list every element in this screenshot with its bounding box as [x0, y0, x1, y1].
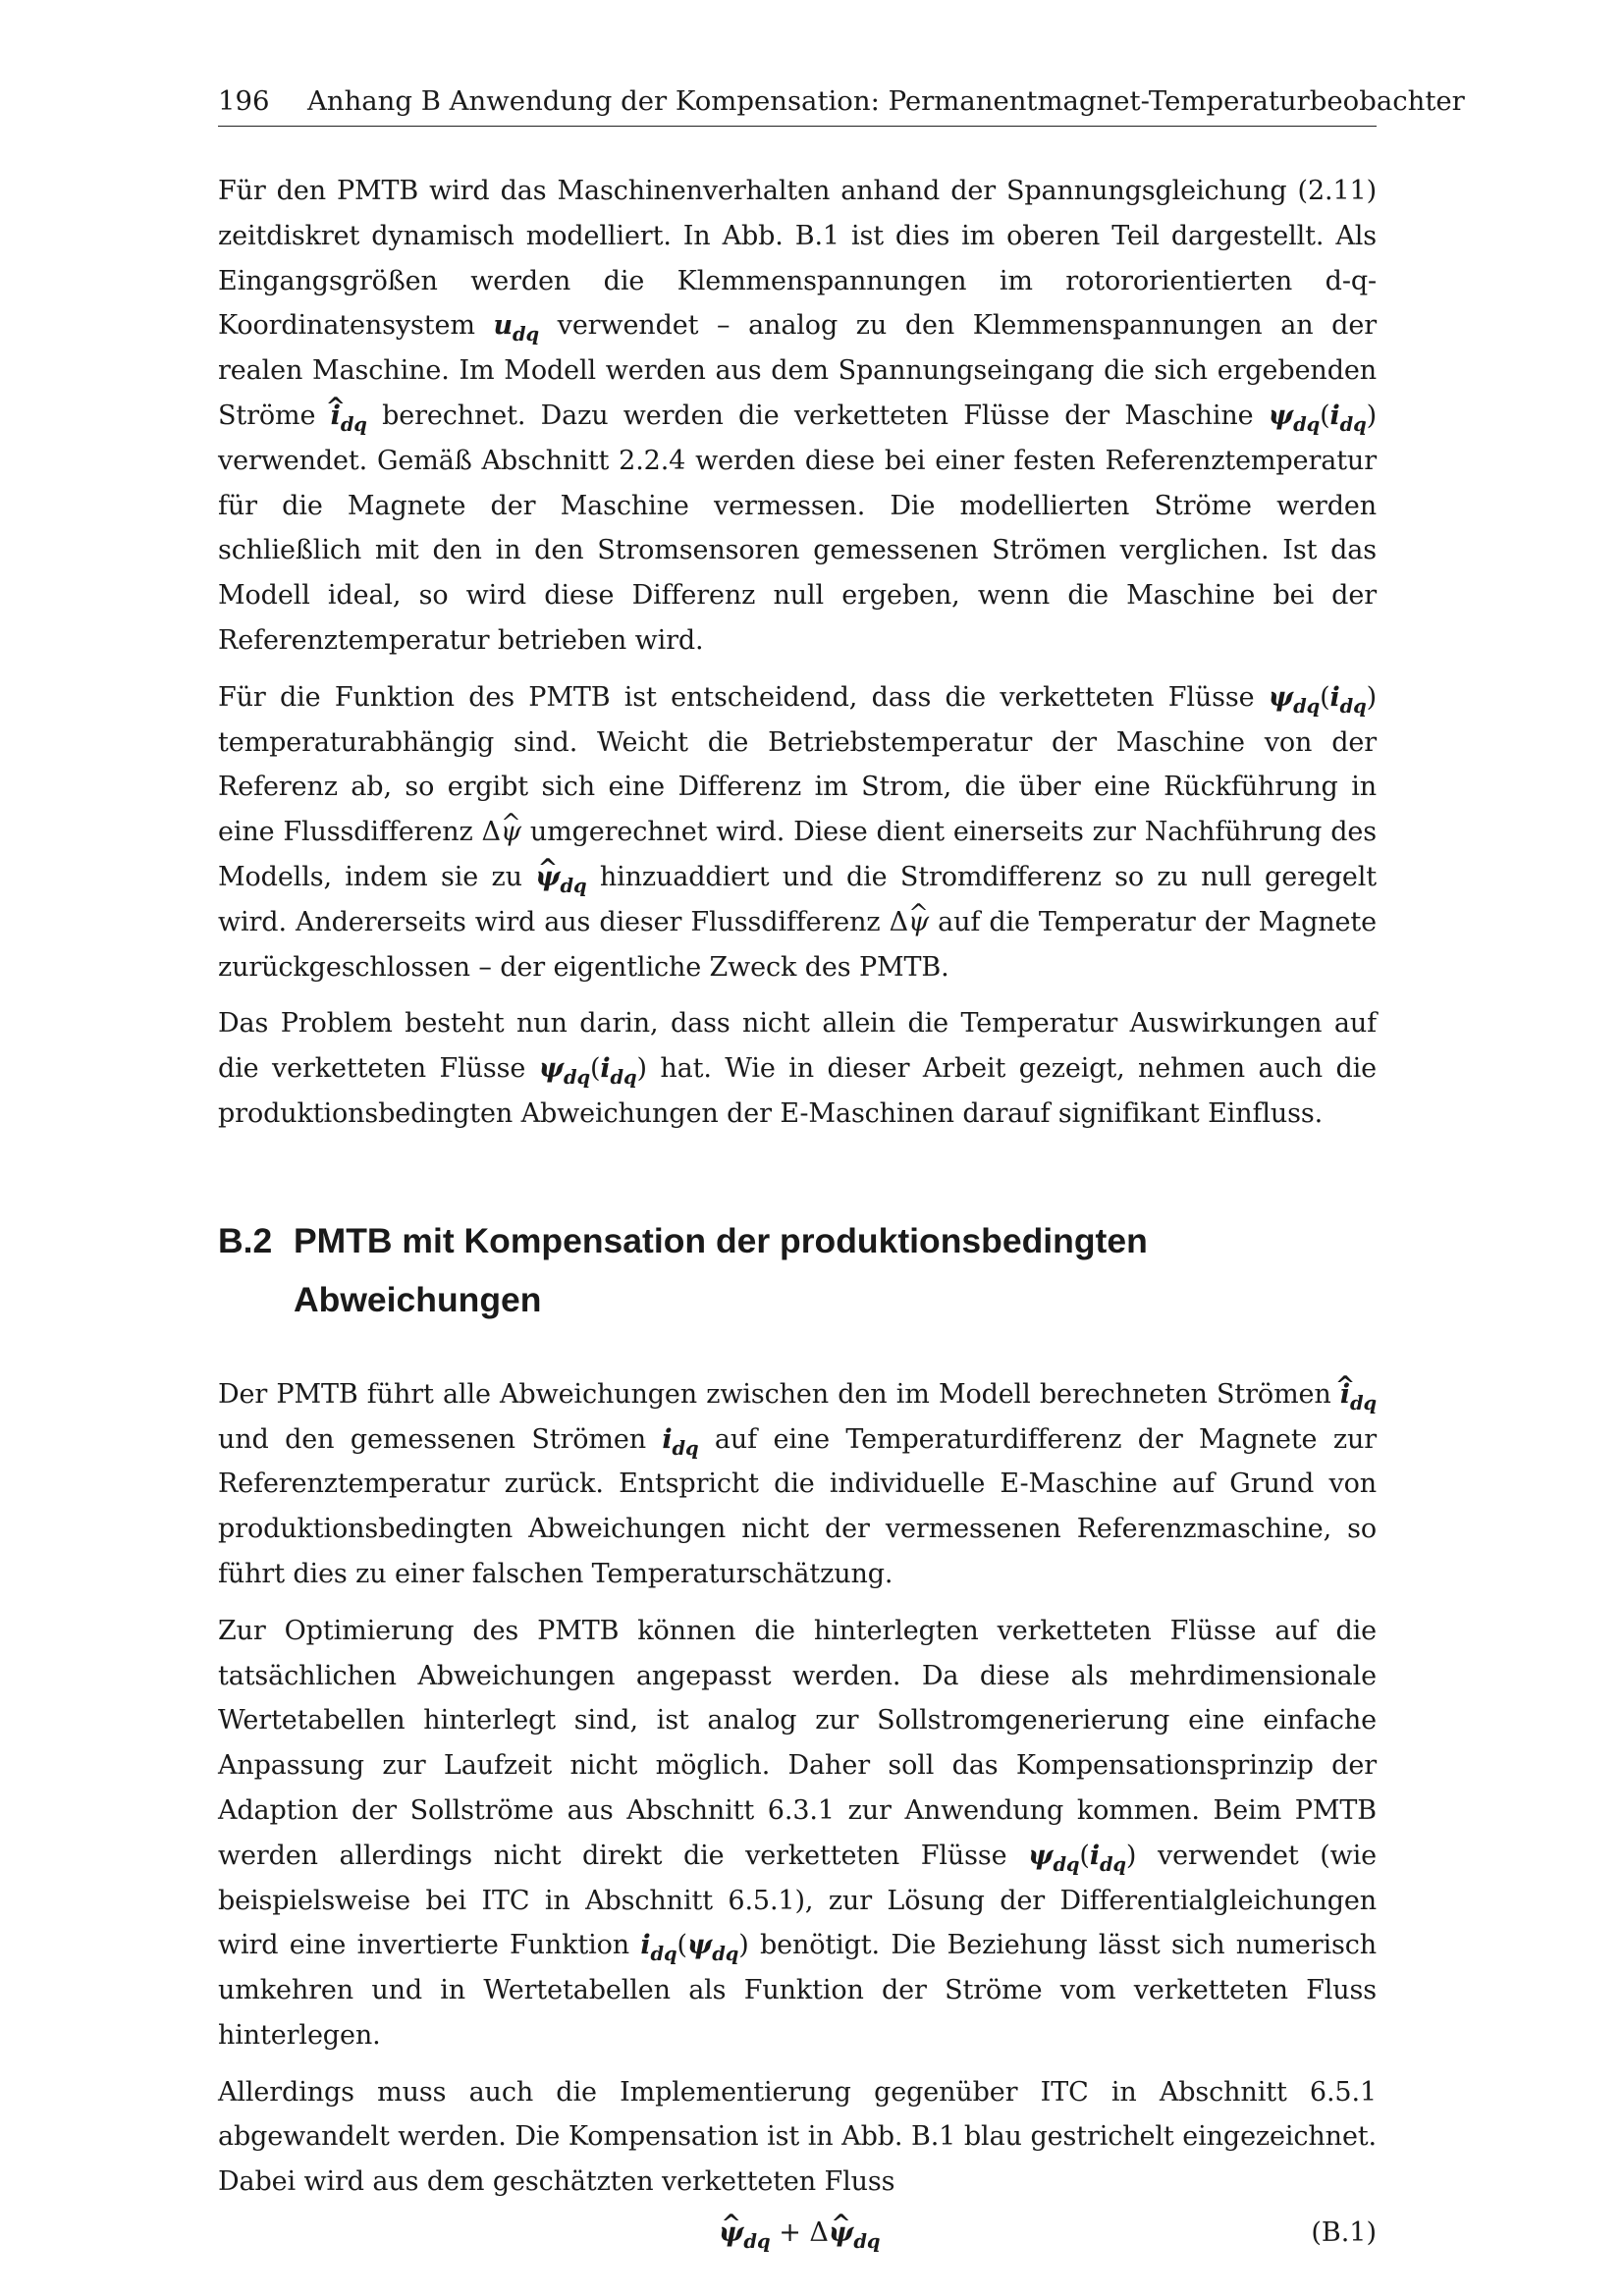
math-i-dq-of-psi-dq: $i_{dq}(\psi_{dq})$ [640, 1930, 749, 1966]
math-i-dq: $i_{dq}$ [662, 1423, 699, 1460]
paragraph-6: Allerdings muss auch die Implementierung gegenüber ITC in Abschnitt 6.5.1 abgewandelt werden. Die Kompensation ist in Abb. B.1 blau gestrichelt eingezeichnet. Dabei wird aus dem geschätzten verketteten Fluss [218, 2076, 1377, 2198]
math-delta-psi-hat: Δψ ^ [481, 817, 520, 847]
body-text [218, 169, 1377, 2256]
math-psi-hat-dq: ψ $\^{}_{dq}$ [535, 862, 586, 892]
math-psi-dq-of-i-dq: $\psi_{dq}(i_{dq})$ [1268, 400, 1377, 436]
paragraph-4: Der PMTB führt alle Abweichungen zwischen den im Modell berechneten Strömen i $\^{}_{dq}$ und den gemessenen Strömen $i_{dq}$ auf eine Temperaturdifferenz der Magnete zur Referenztemperatur zurück. Entspricht die individuelle E-Maschine auf Grund von produktionsbedingten Abweichungen nicht der vermessenen Referenzmaschine, so führt dies zu einer falschen Temperaturschätzung. [218, 1372, 1377, 1597]
math-i-hat-dq: i $\^{}_{dq}$ [331, 400, 367, 431]
equation-number: (B.1) [1311, 2217, 1377, 2249]
section-heading [218, 1211, 1377, 1329]
math-psi-dq-of-i-dq: $\psi_{dq}(i_{dq})$ [1268, 681, 1377, 718]
paragraph-3: Das Problem besteht nun darin, dass nicht allein die Temperatur Auswirkungen auf die verketteten Flüsse $\psi_{dq}(i_{dq})$ hat. Wie in dieser Arbeit gezeigt, nehmen auch die produktionsbedingten Abweichungen der E-Maschinen darauf signifikant Einfluss. [218, 1008, 1377, 1129]
math-u-dq: $u_{dq}$ [493, 310, 539, 347]
math-delta-psi-hat: Δψ ^ [890, 907, 929, 937]
section-title: PMTB mit Kompensation der produktionsbedingten Abweichungen [294, 1220, 1148, 1319]
paragraph-5: Zur Optimierung des PMTB können die hinterlegten verketteten Flüsse auf die tatsächlichen Abweichungen angepasst werden. Da diese als mehrdimensionale Wertetabellen hinterlegt sind, ist analog zur Sollstromgenerierung eine einfache Anpassung zur Laufzeit nicht möglich. Daher soll das Kompensationsprinzip der Adaption der Sollströme aus Abschnitt 6.3.1 zur Anwendung kommen. Beim PMTB werden allerdings nicht direkt die verketteten Flüsse $\psi_{dq}(i_{dq})$ verwendet (wie beispielsweise bei ITC in Abschnitt 6.5.1), zur Lösung der Differentialgleichungen wird eine invertierte Funktion $i_{dq}(\psi_{dq})$ benötigt. Die Beziehung lässt sich numerisch umkehren und in Wertetabellen als Funktion der Ströme vom verketteten Fluss hinterlegen. [218, 1615, 1377, 2051]
equation-formula: ψ $\^{}_{dq} + \Delta\psi$ $\^{}_{dq}$ [719, 2211, 881, 2256]
page-number: 196 [218, 85, 270, 117]
equation-b1 [218, 2211, 1377, 2256]
running-title: Anhang B Anwendung der Kompensation: Permanentmagnet-Temperaturbeobachter [307, 85, 1465, 117]
section-number: B.2 [218, 1220, 273, 1260]
paragraph-2: Für die Funktion des PMTB ist entscheidend, dass die verketteten Flüsse $\psi_{dq}(i_{dq})$ temperaturabhängig sind. Weicht die Betriebstemperatur der Maschine von der Referenz ab, so ergibt sich eine Differenz im Strom, die über eine Rückführung in eine Flussdifferenz Δψ ^ umgerechnet wird. Diese dient einerseits zur Nachführung des Modells, indem sie zu ψ $\^{}_{dq}$ hinzuaddiert und die Stromdifferenz so zu null geregelt wird. Andererseits wird aus dieser Flussdifferenz Δψ ^ auf die Temperatur der Magnete zurückgeschlossen – der eigentliche Zweck des PMTB. [218, 675, 1377, 990]
math-i-hat-dq: i $\^{}_{dq}$ [1340, 1379, 1377, 1410]
math-psi-dq-of-i-dq: $\psi_{dq}(i_{dq})$ [1028, 1840, 1137, 1876]
math-psi-dq-of-i-dq: $\psi_{dq}(i_{dq})$ [538, 1053, 647, 1089]
running-header [218, 84, 1465, 127]
paragraph-1: Für den PMTB wird das Maschinenverhalten anhand der Spannungsgleichung (2.11) zeitdiskret dynamisch modelliert. In Abb. B.1 ist dies im oberen Teil dargestellt. Als Eingangsgrößen werden die Klemmenspannungen im rotororientierten d-q-Koordinatensystem $u_{dq}$ verwendet – analog zu den Klemmenspannungen an der realen Maschine. Im Modell werden aus dem Spannungseingang die sich ergebenden Ströme i $\^{}_{dq}$ berechnet. Dazu werden die verketteten Flüsse der Maschine $\psi_{dq}(i_{dq})$ verwendet. Gemäß Abschnitt 2.2.4 werden diese bei einer festen Referenztemperatur für die Magnete der Maschine vermessen. Die modellierten Ströme werden schließlich mit den in den Stromsensoren gemessenen Strömen verglichen. Ist das Modell ideal, so wird diese Differenz null ergeben, wenn die Maschine bei der Referenztemperatur betrieben wird. [218, 169, 1377, 664]
